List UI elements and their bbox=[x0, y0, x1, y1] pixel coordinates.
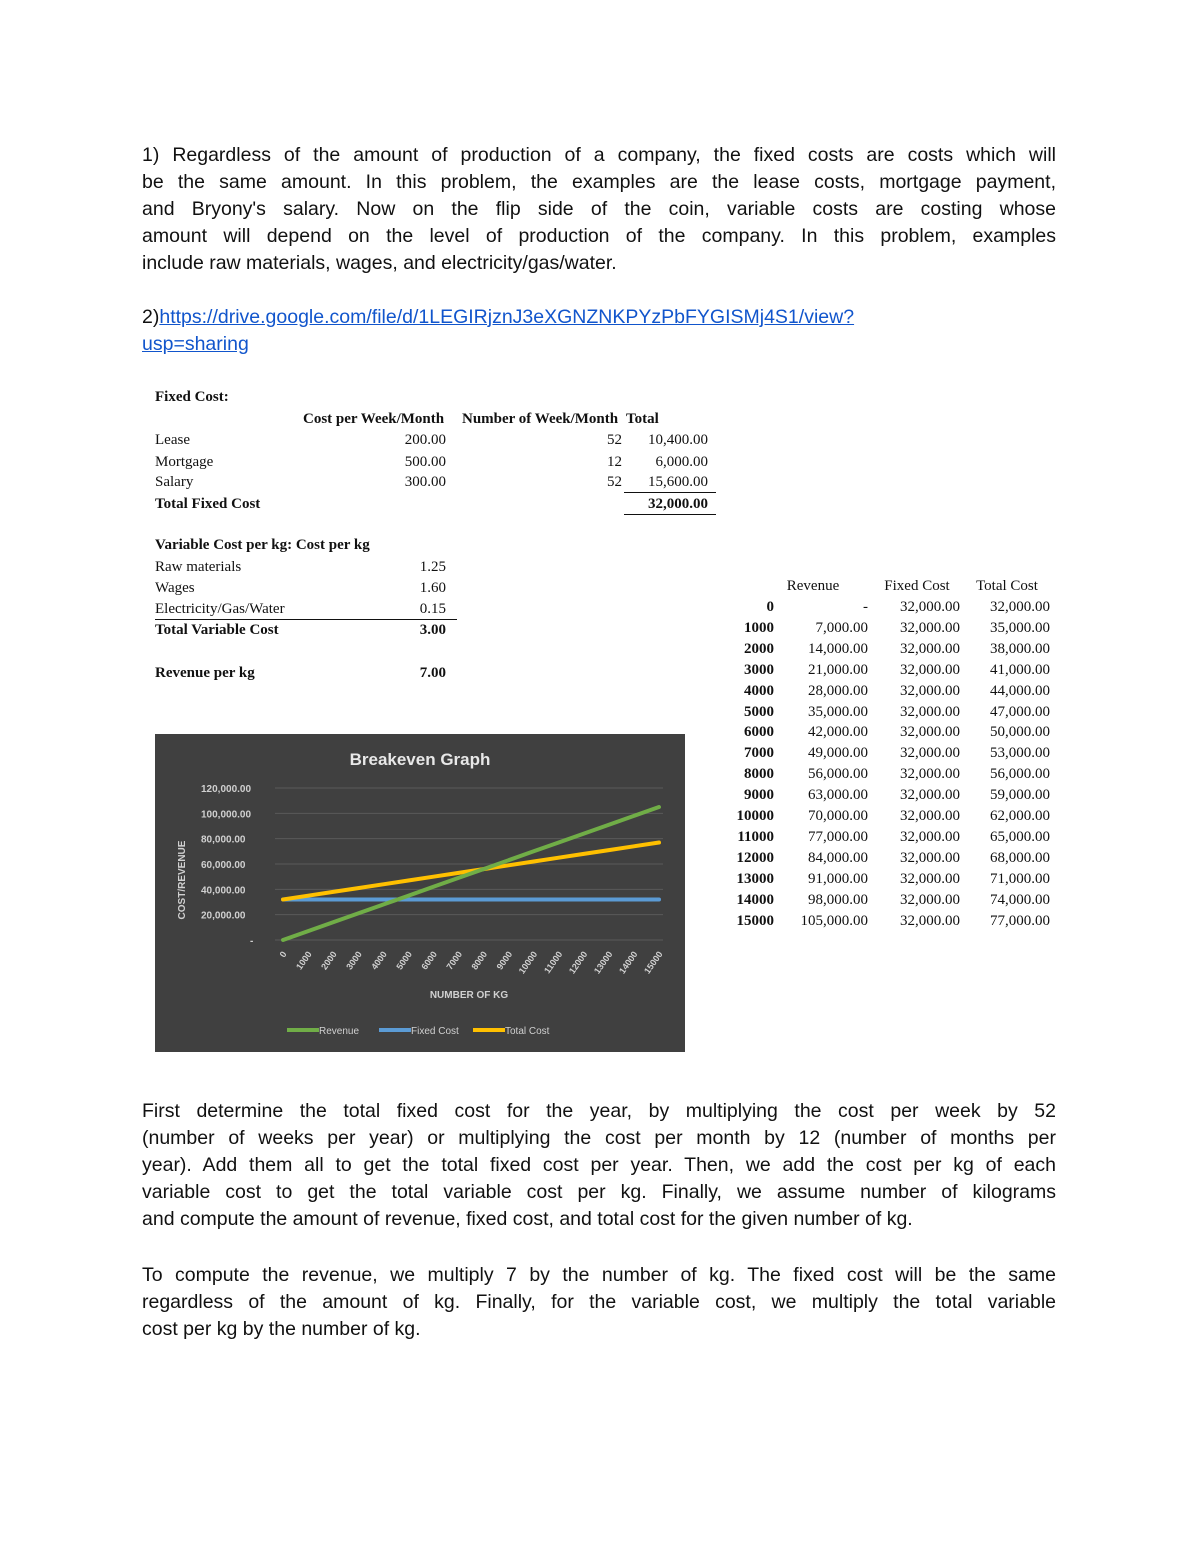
x-axis-label: NUMBER OF KG bbox=[429, 990, 509, 1001]
paragraph-1-line: be the same amount. In this problem, the examples are the lease costs, mortgage payment, bbox=[142, 171, 1056, 193]
x-tick-label: 5000 bbox=[394, 949, 414, 972]
breakeven-chart-svg bbox=[155, 734, 685, 1052]
breakeven-cell-fixed: 32,000.00 bbox=[900, 703, 960, 720]
fixed-cost-row-cost: 200.00 bbox=[404, 432, 446, 448]
breakeven-cell-revenue: 63,000.00 bbox=[808, 787, 868, 804]
x-tick-label: 4000 bbox=[369, 949, 389, 972]
breakeven-header-revenue: Revenue bbox=[786, 578, 840, 594]
breakeven-cell-total: 56,000.00 bbox=[990, 766, 1050, 783]
breakeven-cell-revenue: 7,000.00 bbox=[815, 619, 868, 636]
paragraph-1-line: 1) Regardless of the amount of production of a company, the fixed costs are costs which will bbox=[142, 144, 1056, 166]
x-tick-label: 6000 bbox=[419, 949, 440, 972]
paragraph-4-line: cost per kg by the number of kg. bbox=[142, 1318, 421, 1340]
breakeven-cell-kg: 9000 bbox=[744, 787, 774, 804]
breakeven-cell-fixed: 32,000.00 bbox=[900, 640, 960, 657]
revenue-per-kg-value: 7.00 bbox=[419, 665, 446, 681]
breakeven-header-total: Total Cost bbox=[976, 578, 1038, 594]
breakeven-cell-kg: 6000 bbox=[744, 724, 774, 741]
fixed-cost-row-label: Lease bbox=[155, 432, 190, 448]
breakeven-cell-fixed: 32,000.00 bbox=[900, 870, 960, 887]
paragraph-4-line: To compute the revenue, we multiply 7 by the number of kg. The fixed cost will be the same bbox=[142, 1264, 1056, 1286]
fixed-cost-row-cost: 300.00 bbox=[404, 474, 446, 490]
breakeven-cell-fixed: 32,000.00 bbox=[900, 745, 960, 762]
x-tick-label: 3000 bbox=[344, 949, 364, 972]
y-tick-labels bbox=[201, 784, 253, 947]
y-tick-label: 120,000.00 bbox=[201, 784, 252, 795]
legend-label: Total Cost bbox=[505, 1026, 550, 1037]
total-fixed-cost-value: 32,000.00 bbox=[648, 496, 708, 512]
variable-cost-row-value: 1.60 bbox=[419, 580, 446, 596]
breakeven-cell-revenue: 56,000.00 bbox=[808, 766, 868, 783]
fixed-cost-row-label: Salary bbox=[155, 474, 194, 490]
breakeven-cell-kg: 0 bbox=[766, 599, 774, 615]
breakeven-cell-kg: 8000 bbox=[744, 766, 774, 783]
paragraph-3-line: variable cost to get the total variable cost per kg. Finally, we assume number of kilograms bbox=[142, 1181, 1056, 1203]
breakeven-cell-fixed: 32,000.00 bbox=[900, 766, 960, 783]
legend-label: Revenue bbox=[319, 1026, 360, 1037]
revenue-per-kg-label: Revenue per kg bbox=[155, 665, 255, 681]
drive-link-continued[interactable]: usp=sharing bbox=[142, 333, 249, 355]
variable-cost-header: Cost per kg bbox=[295, 537, 370, 553]
breakeven-cell-total: 77,000.00 bbox=[990, 912, 1050, 929]
breakeven-cell-total: 44,000.00 bbox=[990, 682, 1050, 699]
paragraph-4-line: regardless of the amount of kg. Finally, for the variable cost, we multiply the total variable bbox=[142, 1291, 1056, 1313]
x-tick-label: 7000 bbox=[444, 949, 465, 972]
x-tick-label: 0 bbox=[277, 949, 289, 960]
y-tick-label: - bbox=[250, 936, 254, 947]
fixed-cost-row-number: 52 bbox=[607, 474, 622, 490]
x-tick-label: 2000 bbox=[319, 949, 339, 972]
fixed-cost-row-cost: 500.00 bbox=[404, 454, 446, 470]
x-tick-labels bbox=[278, 949, 665, 975]
breakeven-header-fixed: Fixed Cost bbox=[884, 578, 950, 594]
paragraph-2-prefix: 2) bbox=[142, 306, 160, 328]
breakeven-cell-fixed: 32,000.00 bbox=[900, 828, 960, 845]
variable-cost-title-text: Variable Cost per kg: bbox=[155, 537, 293, 553]
breakeven-cell-revenue: 14,000.00 bbox=[808, 640, 868, 657]
series-line-revenue bbox=[283, 807, 659, 940]
breakeven-cell-total: 35,000.00 bbox=[990, 619, 1050, 636]
breakeven-cell-kg: 1000 bbox=[744, 619, 774, 636]
x-tick-label: 8000 bbox=[469, 949, 490, 972]
total-fixed-cost-label: Total Fixed Cost bbox=[155, 496, 261, 512]
x-tick-label: 10000 bbox=[516, 949, 540, 976]
fixed-cost-row-label: Mortgage bbox=[155, 454, 214, 470]
y-tick-label: 40,000.00 bbox=[201, 885, 246, 897]
x-tick-label: 15000 bbox=[642, 949, 665, 976]
paragraph-4 bbox=[142, 1262, 1056, 1343]
breakeven-cell-fixed: 32,000.00 bbox=[900, 912, 960, 929]
breakeven-cell-total: 50,000.00 bbox=[990, 724, 1050, 741]
breakeven-cell-revenue: 21,000.00 bbox=[808, 661, 868, 678]
breakeven-cell-kg: 10000 bbox=[736, 808, 774, 824]
paragraph-3-line: First determine the total fixed cost for the year, by multiplying the cost per week by 52 bbox=[142, 1100, 1056, 1122]
y-axis-label: COST/REVENUE bbox=[177, 840, 188, 920]
breakeven-cell-fixed: 32,000.00 bbox=[900, 891, 960, 908]
variable-cost-row-label: Raw materials bbox=[155, 559, 242, 575]
series-line-total-cost bbox=[283, 843, 659, 900]
fixed-cost-row-total: 15,600.00 bbox=[648, 474, 708, 490]
breakeven-cell-total: 32,000.00 bbox=[990, 599, 1050, 615]
fixed-cost-row-total: 10,400.00 bbox=[648, 432, 708, 448]
y-tick-label: 20,000.00 bbox=[201, 910, 246, 922]
paragraph-1 bbox=[142, 142, 1056, 277]
fixed-cost-header-total: Total bbox=[626, 411, 659, 427]
breakeven-cell-total: 71,000.00 bbox=[990, 870, 1050, 887]
breakeven-cell-kg: 7000 bbox=[744, 745, 774, 762]
chart-series bbox=[283, 807, 659, 940]
breakeven-cell-total: 41,000.00 bbox=[990, 661, 1050, 678]
breakeven-cell-revenue: - bbox=[863, 599, 868, 615]
fixed-cost-row-number: 12 bbox=[607, 454, 622, 470]
breakeven-cell-kg: 13000 bbox=[736, 870, 774, 887]
paragraph-1-line: include raw materials, wages, and electricity/gas/water. bbox=[142, 252, 617, 274]
variable-cost-row-value: 1.25 bbox=[419, 559, 446, 575]
breakeven-cell-kg: 15000 bbox=[736, 912, 774, 929]
x-tick-label: 12000 bbox=[566, 949, 590, 976]
variable-cost-row-label: Electricity/Gas/Water bbox=[155, 601, 285, 617]
drive-link[interactable]: https://drive.google.com/file/d/1LEGIRjznJ3eXGNZNKPYzPbFYGISMj4S1/view? bbox=[159, 306, 855, 328]
breakeven-cell-fixed: 32,000.00 bbox=[900, 808, 960, 824]
breakeven-cell-revenue: 105,000.00 bbox=[800, 912, 868, 929]
x-tick-label: 13000 bbox=[591, 949, 615, 976]
variable-cost-title bbox=[155, 536, 370, 554]
paragraph-1-line: amount will depend on the level of production of the company. In this problem, examples bbox=[142, 225, 1056, 247]
breakeven-cell-fixed: 32,000.00 bbox=[900, 661, 960, 678]
variable-cost-underline bbox=[155, 619, 457, 620]
breakeven-cell-revenue: 84,000.00 bbox=[808, 849, 868, 866]
total-variable-cost-label: Total Variable Cost bbox=[155, 622, 279, 638]
breakeven-cell-kg: 5000 bbox=[744, 703, 774, 720]
variable-cost-row-value: 0.15 bbox=[419, 601, 446, 617]
y-tick-label: 60,000.00 bbox=[201, 860, 246, 871]
breakeven-cell-kg: 11000 bbox=[737, 828, 774, 845]
breakeven-cell-kg: 14000 bbox=[736, 891, 774, 908]
breakeven-cell-total: 47,000.00 bbox=[990, 703, 1050, 720]
breakeven-cell-fixed: 32,000.00 bbox=[900, 724, 960, 741]
paragraph-3-line: (number of weeks per year) or multiplying the cost per month by 12 (number of months per bbox=[142, 1127, 1056, 1149]
variable-cost-row-label: Wages bbox=[155, 580, 195, 596]
breakeven-cell-total: 62,000.00 bbox=[990, 808, 1050, 824]
breakeven-cell-fixed: 32,000.00 bbox=[900, 849, 960, 866]
paragraph-1-line: and Bryony's salary. Now on the flip side of the coin, variable costs are costing whose bbox=[142, 198, 1056, 220]
paragraph-3 bbox=[142, 1098, 1056, 1233]
breakeven-cell-kg: 2000 bbox=[744, 640, 774, 657]
total-fixed-cost-underline bbox=[624, 514, 716, 515]
breakeven-cell-fixed: 32,000.00 bbox=[900, 682, 960, 699]
breakeven-cell-total: 59,000.00 bbox=[990, 787, 1050, 804]
chart-grid bbox=[275, 788, 663, 940]
chart-title: Breakeven Graph bbox=[349, 750, 491, 769]
x-tick-label: 11000 bbox=[542, 949, 565, 976]
breakeven-cell-revenue: 42,000.00 bbox=[808, 724, 868, 741]
breakeven-cell-kg: 4000 bbox=[744, 682, 774, 699]
fixed-cost-row-number: 52 bbox=[607, 432, 622, 448]
breakeven-cell-revenue: 98,000.00 bbox=[808, 891, 868, 908]
breakeven-cell-fixed: 32,000.00 bbox=[900, 787, 960, 804]
breakeven-cell-total: 38,000.00 bbox=[990, 640, 1050, 657]
breakeven-cell-kg: 3000 bbox=[744, 661, 774, 678]
breakeven-cell-revenue: 28,000.00 bbox=[808, 682, 868, 699]
breakeven-cell-total: 74,000.00 bbox=[990, 891, 1050, 908]
y-tick-label: 80,000.00 bbox=[201, 834, 246, 846]
breakeven-cell-fixed: 32,000.00 bbox=[900, 619, 960, 636]
paragraph-2 bbox=[142, 304, 854, 358]
x-tick-label: 14000 bbox=[617, 949, 640, 976]
fixed-cost-header-number: Number of Week/Month bbox=[462, 411, 619, 427]
breakeven-cell-revenue: 35,000.00 bbox=[808, 703, 868, 720]
total-variable-cost-value: 3.00 bbox=[419, 622, 446, 638]
fixed-cost-row-total: 6,000.00 bbox=[655, 454, 708, 470]
breakeven-cell-fixed: 32,000.00 bbox=[900, 599, 960, 615]
x-tick-label: 1000 bbox=[294, 949, 314, 972]
breakeven-cell-revenue: 77,000.00 bbox=[808, 828, 868, 845]
breakeven-cell-revenue: 49,000.00 bbox=[808, 745, 868, 762]
breakeven-cell-total: 68,000.00 bbox=[990, 849, 1050, 866]
fixed-cost-title: Fixed Cost: bbox=[155, 389, 229, 405]
breakeven-cell-revenue: 91,000.00 bbox=[808, 870, 868, 887]
paragraph-3-line: and compute the amount of revenue, fixed cost, and total cost for the given number of kg. bbox=[142, 1208, 913, 1230]
fixed-cost-header-cost: Cost per Week/Month bbox=[303, 411, 445, 427]
chart-legend bbox=[287, 1026, 550, 1037]
breakeven-cell-revenue: 70,000.00 bbox=[808, 808, 868, 824]
legend-label: Fixed Cost bbox=[411, 1026, 459, 1037]
x-tick-label: 9000 bbox=[494, 949, 515, 972]
fixed-cost-underline bbox=[624, 492, 716, 493]
paragraph-3-line: year). Add them all to get the total fixed cost per year. Then, we add the cost per kg of each bbox=[142, 1154, 1056, 1176]
y-tick-label: 100,000.00 bbox=[201, 809, 252, 821]
breakeven-cell-total: 65,000.00 bbox=[990, 828, 1050, 845]
breakeven-chart bbox=[155, 734, 685, 1052]
breakeven-cell-total: 53,000.00 bbox=[990, 745, 1050, 762]
breakeven-cell-kg: 12000 bbox=[736, 849, 774, 866]
